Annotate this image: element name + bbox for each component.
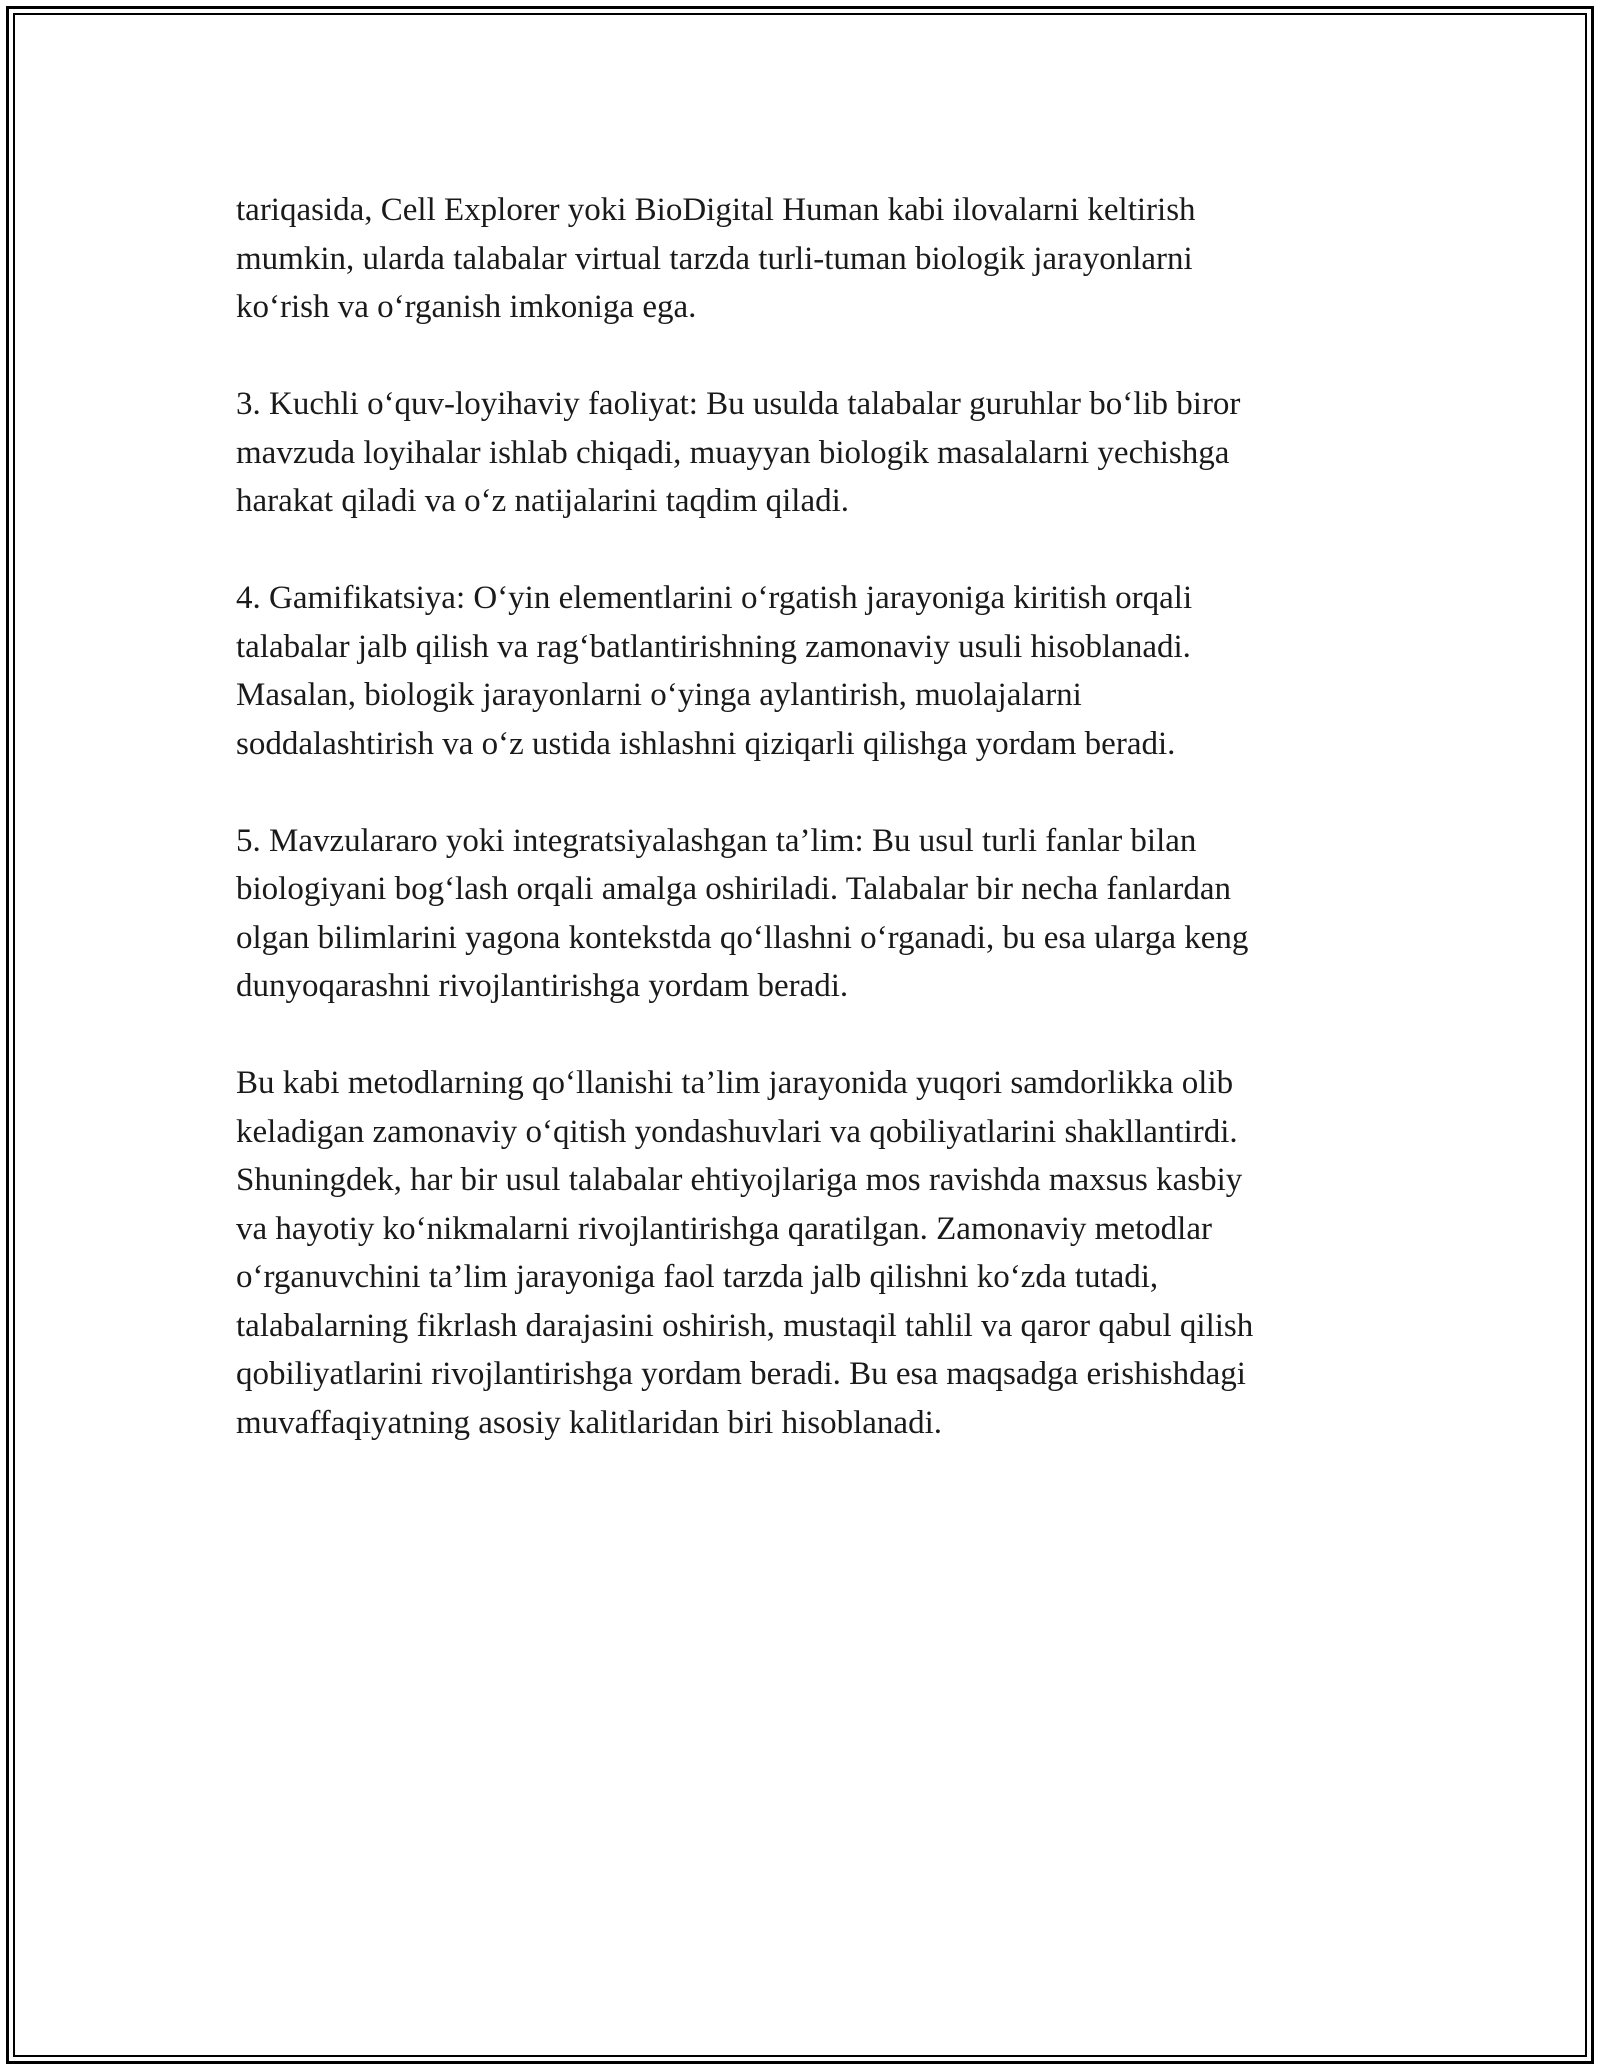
text-line: Shuningdek, har bir usul talabalar ehtiyojlariga mos ravishda maxsus kasbiy: [236, 1162, 1243, 1198]
text-line: 4. Gamifikatsiya: O‘yin elementlarini o‘rgatish jarayoniga kiritish orqali: [236, 580, 1193, 616]
text-line: keladigan zamonaviy o‘qitish yondashuvlari va qobiliyatlarini shakllantirdi.: [236, 1113, 1238, 1150]
paragraph-conclusion: [236, 1059, 1376, 1447]
paragraph-item-3: [236, 380, 1376, 526]
text-line: o‘rganuvchini ta’lim jarayoniga faol tarzda jalb qilishni ko‘zda tutadi,: [236, 1259, 1159, 1295]
paragraph-item-4: [236, 574, 1376, 768]
text-line: talabalarning fikrlash darajasini oshirish, mustaqil tahlil va qaror qabul qilish: [236, 1307, 1254, 1344]
text-line: va hayotiy ko‘nikmalarni rivojlantirishga qaratilgan. Zamonaviy metodlar: [236, 1210, 1212, 1247]
text-line: Masalan, biologik jarayonlarni o‘yinga aylantirish, muolajalarni: [236, 677, 1082, 713]
text-line: harakat qiladi va o‘z natijalarini taqdim qiladi.: [236, 483, 850, 519]
paragraph-item-5: [236, 817, 1376, 1011]
text-line: muvaffaqiyatning asosiy kalitlaridan biri hisoblanadi.: [236, 1404, 942, 1441]
text-line: biologiyani bog‘lash orqali amalga oshiriladi. Talabalar bir necha fanlardan: [236, 871, 1231, 907]
text-line: ko‘rish va o‘rganish imkoniga ega.: [236, 289, 697, 325]
text-line: talabalar jalb qilish va rag‘batlantirishning zamonaviy usuli hisoblanadi.: [236, 628, 1191, 665]
text-line: qobiliyatlarini rivojlantirishga yordam beradi. Bu esa maqsadga erishishdagi: [236, 1356, 1246, 1392]
text-line: mavzuda loyihalar ishlab chiqadi, muayyan biologik masalalarni yechishga: [236, 434, 1230, 471]
text-line: mumkin, ularda talabalar virtual tarzda turli-tuman biologik jarayonlarni: [236, 240, 1193, 277]
text-line: soddalashtirish va o‘z ustida ishlashni qiziqarli qilishga yordam beradi.: [236, 725, 1176, 762]
paragraph-intro-continuation: [236, 186, 1376, 332]
text-line: 5. Mavzulararo yoki integratsiyalashgan ta’lim: Bu usul turli fanlar bilan: [236, 822, 1197, 859]
text-line: olgan bilimlarini yagona kontekstda qo‘llashni o‘rganadi, bu esa ularga keng: [236, 919, 1249, 956]
text-line: tariqasida, Cell Explorer yoki BioDigital Human kabi ilovalarni keltirish: [236, 192, 1196, 228]
text-line: dunyoqarashni rivojlantirishga yordam beradi.: [236, 968, 849, 1004]
text-line: Bu kabi metodlarning qo‘llanishi ta’lim jarayonida yuqori samdorlikka olib: [236, 1065, 1234, 1101]
text-line: 3. Kuchli o‘quv-loyihaviy faoliyat: Bu usulda talabalar guruhlar bo‘lib biror: [236, 386, 1241, 422]
document-body: [236, 186, 1376, 1496]
